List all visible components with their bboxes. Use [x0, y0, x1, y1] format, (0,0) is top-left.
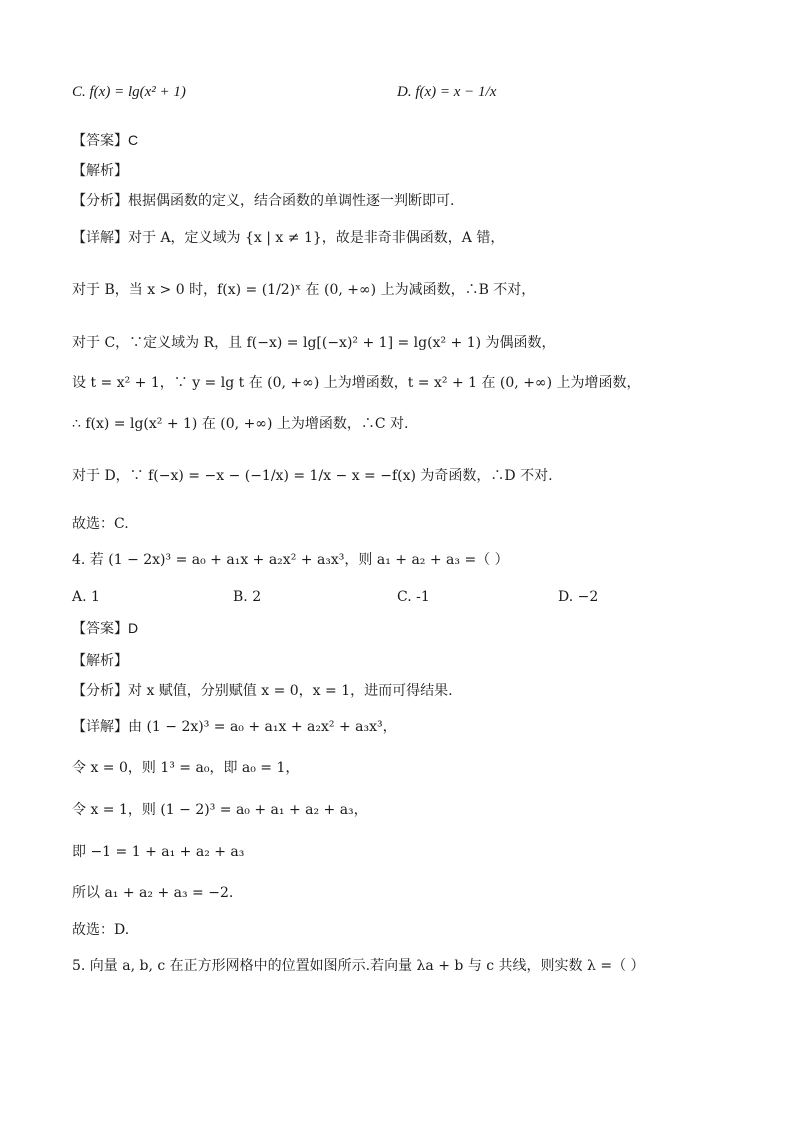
q3-answer: 【答案】C [72, 132, 139, 148]
q4-detail-1: 【详解】由 (1 − 2x)³ = a₀ + a₁x + a₂x² + a₃x³， [72, 719, 397, 735]
q4-detail-4: 即 −1 = 1 + a₁ + a₂ + a₃ [72, 844, 245, 860]
q3-detail-1: 【详解】对于 A，定义域为 {x | x ≠ 1}，故是非奇非偶函数，A 错， [72, 230, 505, 246]
q4-option-c: C. -1 [397, 589, 430, 605]
q3-detail-2: 对于 B，当 x > 0 时，f(x) = (1/2)ˣ 在 (0, +∞) 上为减函数，∴B 不对， [72, 282, 536, 298]
q3-option-c: C. f(x) = lg(x² + 1) [72, 84, 186, 100]
q4-option-a: A. 1 [72, 589, 100, 605]
q3-detail-3: 对于 C，∵定义域为 R，且 f(−x) = lg[(−x)² + 1] = lg(x² + 1) 为偶函数， [72, 335, 556, 351]
q4-answer: 【答案】D [72, 620, 139, 636]
q3-analysis-header: 【解析】 [72, 162, 128, 178]
q4-choice: 故选：D. [72, 922, 130, 938]
q4-stem: 4. 若 (1 − 2x)³ = a₀ + a₁x + a₂x² + a₃x³，则 a₁ + a₂ + a₃ =（ ） [72, 552, 509, 568]
q4-option-d: D. −2 [558, 589, 599, 605]
q3-fenxi: 【分析】根据偶函数的定义，结合函数的单调性逐一判断即可. [72, 193, 455, 209]
q4-option-b: B. 2 [233, 589, 262, 605]
q3-detail-4: 设 t = x² + 1，∵ y = lg t 在 (0, +∞) 上为增函数，t = x² + 1 在 (0, +∞) 上为增函数， [72, 375, 641, 391]
q4-detail-3: 令 x = 1，则 (1 − 2)³ = a₀ + a₁ + a₂ + a₃， [72, 802, 368, 818]
q4-detail-2: 令 x = 0，则 1³ = a₀，即 a₀ = 1， [72, 760, 300, 776]
q3-detail-6: 对于 D，∵ f(−x) = −x − (−1/x) = 1/x − x = −f(x) 为奇函数，∴D 不对. [72, 468, 553, 484]
q3-option-d: D. f(x) = x − 1/x [397, 84, 497, 100]
q4-fenxi: 【分析】对 x 赋值，分别赋值 x = 0，x = 1，进而可得结果. [72, 683, 453, 699]
q3-detail-5: ∴ f(x) = lg(x² + 1) 在 (0, +∞) 上为增函数，∴C 对. [72, 416, 409, 432]
q3-choice: 故选：C. [72, 516, 129, 532]
q4-detail-5: 所以 a₁ + a₂ + a₃ = −2. [72, 885, 234, 901]
q4-analysis-header: 【解析】 [72, 652, 128, 668]
q5-stem: 5. 向量 a, b, c 在正方形网格中的位置如图所示.若向量 λa + b 与 c 共线，则实数 λ =（ ） [72, 958, 645, 974]
